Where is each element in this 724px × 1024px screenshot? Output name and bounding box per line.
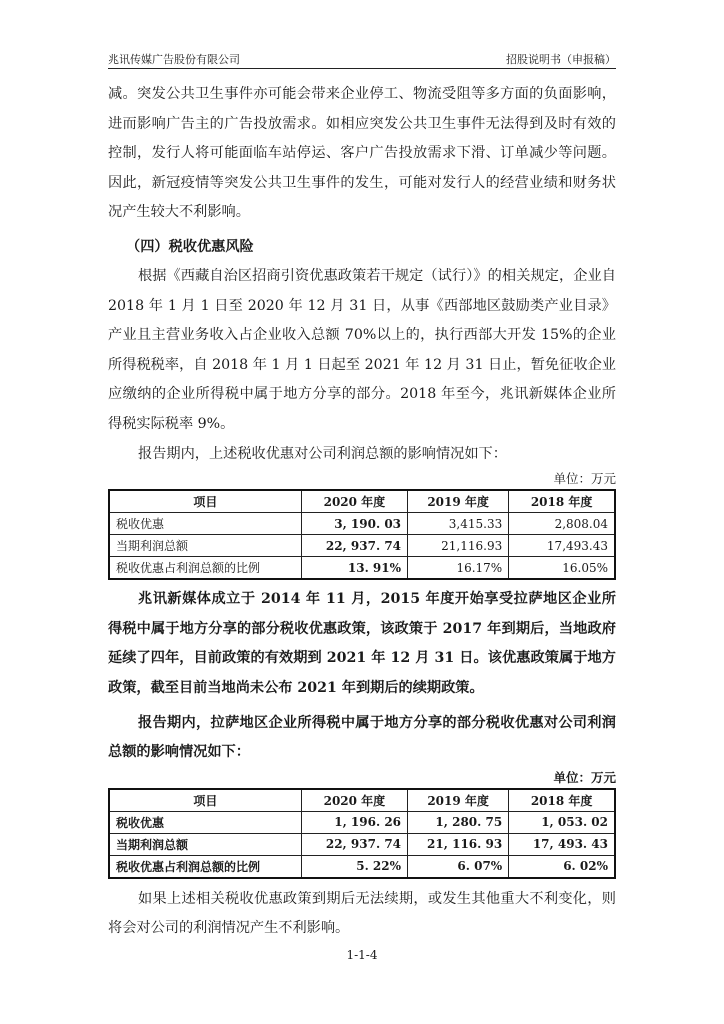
paragraph-local-policy: 兆讯新媒体成立于 2014 年 11 月，2015 年度开始享受拉萨地区企业所得税中属于地方分享的部分税收优惠政策，该政策于 2017 年到期后，当地政府延续了四年，目前政策的有效期到 2021 年 12 月 31 日。该优惠政策属于地方政策，截至目前当地尚未公布 2021 年到期后的续期政策。 <box>108 591 616 696</box>
table-header-cell: 项目 <box>109 789 301 812</box>
table-header-row <box>109 789 615 812</box>
table-cell-label: 当期利润总额 <box>109 535 301 557</box>
table-cell-label: 税收优惠 <box>109 811 301 833</box>
section-title-tax-risk: （四）税收优惠风险 <box>126 238 254 255</box>
paragraph-conclusion: 如果上述相关税收优惠政策到期后无法续期，或发生其他重大不利变化，则将会对公司的利润情况产生不利影响。 <box>108 890 616 937</box>
table-row <box>109 557 615 580</box>
table-cell-value: 17,493.43 <box>509 535 615 557</box>
table-cell-value: 16.05% <box>509 557 615 580</box>
table-cell-label: 税收优惠 <box>109 513 301 535</box>
table-cell-label: 税收优惠占利润总额的比例 <box>109 855 301 878</box>
table-cell-value: 17, 493. 43 <box>509 833 615 855</box>
table-header-cell: 项目 <box>109 490 301 513</box>
lhasa-tax-benefit-table <box>108 788 616 879</box>
table-header-cell: 2020 年度 <box>301 490 407 513</box>
header-doc-title: 招股说明书（申报稿） <box>506 53 616 66</box>
page-body <box>108 80 616 944</box>
table-cell-value: 3, 190. 03 <box>301 513 407 535</box>
table-header-cell: 2020 年度 <box>301 789 407 812</box>
table-cell-value: 1, 196. 26 <box>301 811 407 833</box>
page-number: 1-1-4 <box>346 948 378 962</box>
paragraph-table2-intro: 报告期内，拉萨地区企业所得税中属于地方分享的部分税收优惠对公司利润总额的影响情况如下： <box>108 714 616 761</box>
table-row <box>109 535 615 557</box>
table-row <box>109 513 615 535</box>
table2-unit: 单位：万元 <box>553 769 616 785</box>
paragraph-covid-impact: 减。突发公共卫生事件亦可能会带来企业停工、物流受阻等多方面的负面影响，进而影响广告主的广告投放需求。如相应突发公共卫生事件无法得到及时有效的控制，发行人将可能面临车站停运、客户广告投放需求下滑、订单减少等问题。因此，新冠疫情等突发公共卫生事件的发生，可能对发行人的经营业绩和财务状况产生较大不利影响。 <box>108 86 616 221</box>
table1-unit: 单位：万元 <box>553 471 616 487</box>
table-cell-value: 6. 02% <box>509 855 615 878</box>
paragraph-tax-policy: 根据《西藏自治区招商引资优惠政策若干规定（试行）》的相关规定，企业自 2018 年 1 月 1 日至 2020 年 12 月 31 日，从事《西部地区鼓励类产业目录》产业且主营业务收入占企业收入总额 70%以上的，执行西部大开发 15%的企业所得税税率，自 2018 年 1 月 1 日起至 2021 年 12 月 31 日止，暂免征收企业应缴纳的企业所得税中属于地方分享的部分。2018 年至今，兆讯新媒体企业所得税实际税率 9%。 <box>108 267 616 432</box>
table-cell-value: 21, 116. 93 <box>408 833 509 855</box>
table-cell-label: 当期利润总额 <box>109 833 301 855</box>
table-header-cell: 2018 年度 <box>509 789 615 812</box>
table-cell-value: 22, 937. 74 <box>301 833 407 855</box>
table-cell-value: 21,116.93 <box>408 535 509 557</box>
table-cell-value: 2,808.04 <box>509 513 615 535</box>
table-header-row <box>109 490 615 513</box>
table-header-cell: 2019 年度 <box>408 789 509 812</box>
table-cell-value: 6. 07% <box>408 855 509 878</box>
header-company: 兆讯传媒广告股份有限公司 <box>108 53 240 66</box>
paragraph-table1-intro: 报告期内，上述税收优惠对公司利润总额的影响情况如下： <box>138 445 507 462</box>
table-cell-value: 1, 280. 75 <box>408 811 509 833</box>
table-cell-value: 3,415.33 <box>408 513 509 535</box>
table-header-cell: 2019 年度 <box>408 490 509 513</box>
table-cell-value: 1, 053. 02 <box>509 811 615 833</box>
table-row <box>109 833 615 855</box>
table-row <box>109 855 615 878</box>
table-cell-value: 13. 91% <box>301 557 407 580</box>
table-cell-value: 16.17% <box>408 557 509 580</box>
tax-benefit-table <box>108 489 616 580</box>
table-cell-value: 5. 22% <box>301 855 407 878</box>
table-cell-label: 税收优惠占利润总额的比例 <box>109 557 301 580</box>
table-cell-value: 22, 937. 74 <box>301 535 407 557</box>
table-header-cell: 2018 年度 <box>509 490 615 513</box>
page-header <box>108 50 616 69</box>
table-row <box>109 811 615 833</box>
